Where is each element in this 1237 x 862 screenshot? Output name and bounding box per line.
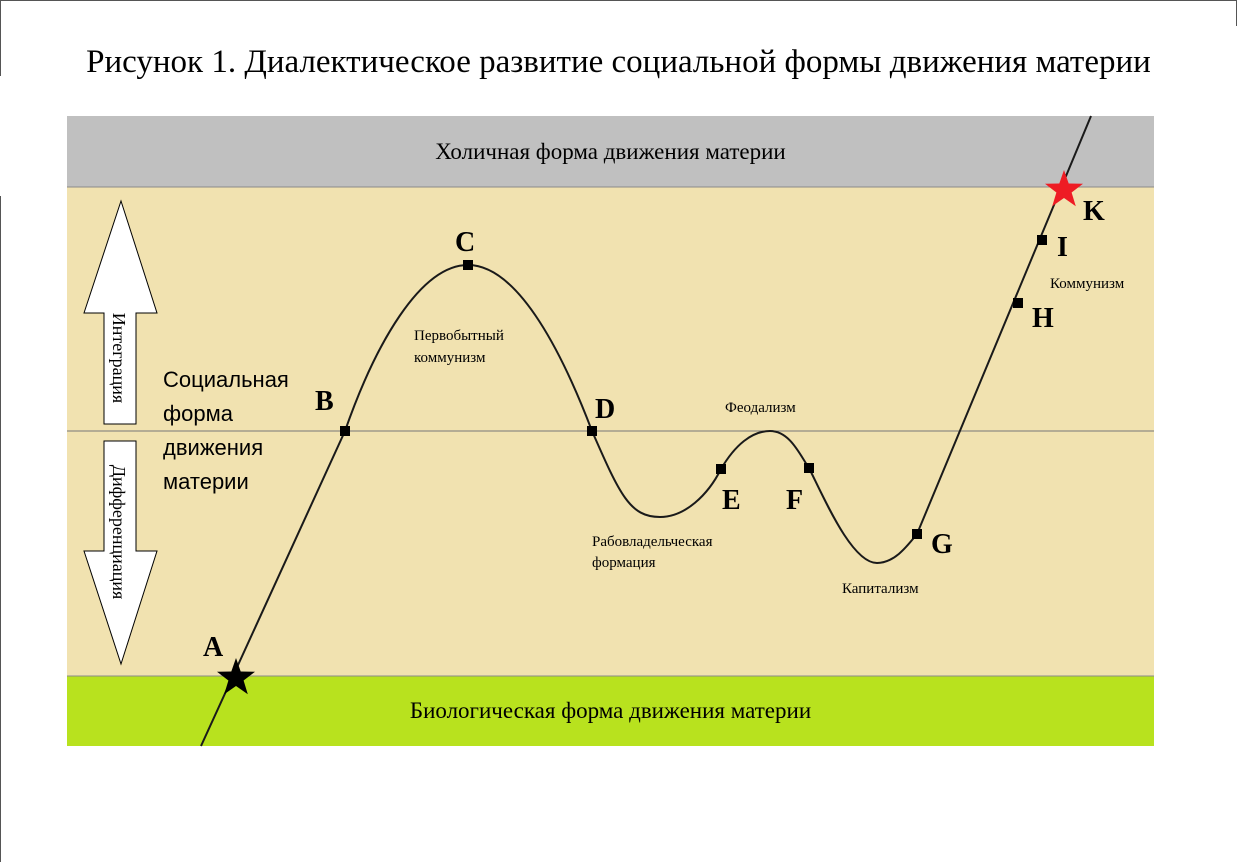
integration-arrow [84, 201, 157, 424]
start-star-icon [217, 658, 255, 694]
social-form-label-line-3: движения [163, 435, 264, 460]
capitalism-label: Капитализм [842, 581, 919, 597]
slave-formation-label-line-1: Рабовладельческая [592, 534, 713, 550]
point-h-marker [1013, 298, 1023, 308]
point-h-label: H [1032, 303, 1054, 334]
point-b-label: B [315, 386, 334, 417]
differentiation-arrow [84, 441, 157, 664]
point-k-label: K [1083, 196, 1105, 227]
primitive-communism-label-line-1: Первобытный [414, 328, 504, 344]
point-d-label: D [595, 394, 616, 425]
feudalism-label: Феодализм [725, 400, 796, 416]
point-i-label: I [1057, 232, 1068, 263]
point-i-marker [1037, 235, 1047, 245]
slave-formation-label [592, 534, 716, 571]
holistic-band: Холичная форма движения материи [67, 116, 1154, 187]
primitive-communism-label-line-2: коммунизм [414, 350, 486, 366]
point-f-marker [804, 463, 814, 473]
point-e-label: E [722, 485, 741, 516]
integration-arrow-label: Интеграция [109, 312, 129, 404]
point-g-label: G [931, 529, 953, 560]
point-b-marker [340, 426, 350, 436]
point-c-label: C [455, 227, 476, 258]
point-c-marker [463, 260, 473, 270]
point-e-marker [716, 464, 726, 474]
communism-label: Коммунизм [1050, 276, 1125, 292]
biological-band: Биологическая форма движения материи [67, 676, 1154, 746]
differentiation-arrow-label: Дифференциация [109, 464, 129, 600]
figure-title: Рисунок 1. Диалектическое развитие социальной формы движения материи [86, 44, 1151, 80]
point-f-label: F [786, 485, 804, 516]
social-form-label-line-1: Социальная [163, 367, 289, 392]
point-d-marker [587, 426, 597, 436]
primitive-communism-label [414, 328, 508, 366]
end-star-icon [1045, 170, 1083, 206]
point-g-marker [912, 529, 922, 539]
slave-formation-label-line-2: формация [592, 555, 656, 571]
point-a-label: A [203, 632, 224, 663]
social-form-label-line-2: форма [163, 401, 233, 426]
social-form-label-line-4: материи [163, 469, 249, 494]
